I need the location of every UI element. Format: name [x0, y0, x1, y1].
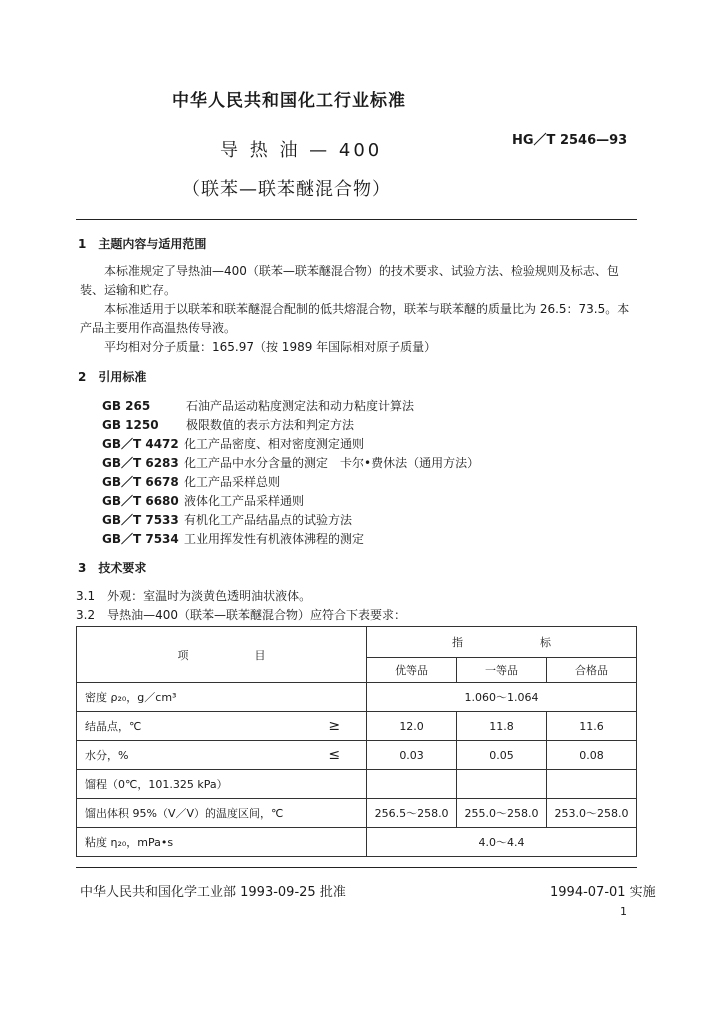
row-item-label: 水分，%: [85, 749, 129, 762]
ref-name: 化工产品密度、相对密度测定通则: [184, 437, 365, 451]
ref-code: GB 1250: [102, 418, 159, 432]
row-item: 馏程（0℃，101.325 kPa）: [77, 770, 367, 799]
ref-item: [102, 473, 280, 490]
ref-name: 化工产品中水分含量的测定 卡尔•费休法（通用方法）: [184, 456, 480, 470]
table-row: [77, 741, 637, 770]
ref-item: [102, 492, 304, 509]
section3-item2: 3.2 导热油—400（联苯—联苯醚混合物）应符合下表要求：: [76, 608, 406, 622]
table-row: [77, 712, 637, 741]
ref-code: GB／T 6678: [102, 475, 179, 489]
grade-header: 优等品: [367, 658, 457, 683]
ref-code: GB／T 6283: [102, 456, 179, 470]
item-header: 项 目: [77, 627, 367, 683]
section3-item1: 3.1 外观：室温时为淡黄色透明油状液体。: [76, 589, 312, 603]
row-value: 0.03: [367, 741, 457, 770]
ref-name: 极限数值的表示方法和判定方法: [186, 418, 355, 432]
document-title: 导 热 油 — 400: [220, 140, 383, 161]
index-header: 指 标: [367, 627, 637, 658]
row-item: 密度 ρ₂₀，g／cm³: [77, 683, 367, 712]
row-value: 11.8: [457, 712, 547, 741]
approval-note: 中华人民共和国化学工业部 1993-09-25 批准: [80, 885, 346, 900]
row-value: [457, 770, 547, 799]
ref-item: [102, 530, 364, 547]
ref-code: GB 265: [102, 399, 151, 413]
ref-name: 工业用挥发性有机液体沸程的测定: [184, 532, 365, 546]
effective-date: 1994-07-01 实施: [550, 885, 656, 900]
ref-name: 石油产品运动粘度测定法和动力粘度计算法: [186, 399, 415, 413]
header-divider: [76, 219, 637, 220]
section2-heading: 2 引用标准: [78, 370, 147, 384]
lte-symbol: ≤: [328, 747, 341, 763]
ref-name: 化工产品采样总则: [184, 475, 281, 489]
row-value: 4.0～4.4: [367, 828, 637, 857]
ref-item: [102, 397, 414, 414]
table-row: [77, 828, 637, 857]
table-header-row: [77, 627, 637, 658]
standard-code: HG／T 2546—93: [512, 133, 628, 148]
ref-item: [102, 435, 364, 452]
ref-code: GB／T 4472: [102, 437, 179, 451]
ref-name: 有机化工产品结晶点的试验方法: [184, 513, 353, 527]
ref-code: GB／T 7534: [102, 532, 179, 546]
footer-divider: [76, 867, 637, 868]
ref-item: [102, 454, 479, 471]
row-item: 馏出体积 95%（V／V）的温度区间，℃: [77, 799, 367, 828]
row-item-label: 结晶点，℃: [85, 720, 142, 733]
ref-item: [102, 511, 352, 528]
row-value: 0.08: [547, 741, 637, 770]
section1-heading: 1 主题内容与适用范围: [78, 237, 207, 251]
row-item: [77, 712, 367, 741]
row-value: 12.0: [367, 712, 457, 741]
ref-code: GB／T 6680: [102, 494, 179, 508]
ref-name: 液体化工产品采样通则: [184, 494, 305, 508]
gte-symbol: ≥: [328, 718, 341, 734]
row-value: 11.6: [547, 712, 637, 741]
section1-paragraph3: 平均相对分子质量：165.97（按 1989 年国际相对原子质量）: [104, 340, 437, 354]
page-number: 1: [620, 905, 627, 918]
row-value: [367, 770, 457, 799]
row-value: 253.0～258.0: [547, 799, 637, 828]
table-row: [77, 799, 637, 828]
row-value: 0.05: [457, 741, 547, 770]
table-row: [77, 683, 637, 712]
row-value: 1.060～1.064: [367, 683, 637, 712]
ref-code: GB／T 7533: [102, 513, 179, 527]
row-value: [547, 770, 637, 799]
document-subtitle: （联苯—联苯醚混合物）: [182, 179, 391, 200]
row-item: 粘度 η₂₀，mPa•s: [77, 828, 367, 857]
grade-header: 合格品: [547, 658, 637, 683]
industry-standard-title: 中华人民共和国化工行业标准: [172, 91, 406, 111]
section1-paragraph2: 本标准适用于以联苯和联苯醚混合配制的低共熔混合物，联苯与联苯醚的质量比为 26.5：73.5。本产品主要用作高温热传导液。: [80, 302, 630, 335]
table-row: [77, 770, 637, 799]
row-value: 256.5～258.0: [367, 799, 457, 828]
row-value: 255.0～258.0: [457, 799, 547, 828]
section3-heading: 3 技术要求: [78, 561, 147, 575]
ref-item: [102, 416, 354, 433]
row-item: [77, 741, 367, 770]
section1-paragraph1: 本标准规定了导热油—400（联苯—联苯醚混合物）的技术要求、试验方法、检验规则及标志、包装、运输和贮存。: [80, 264, 619, 297]
grade-header: 一等品: [457, 658, 547, 683]
spec-table: [76, 626, 637, 857]
